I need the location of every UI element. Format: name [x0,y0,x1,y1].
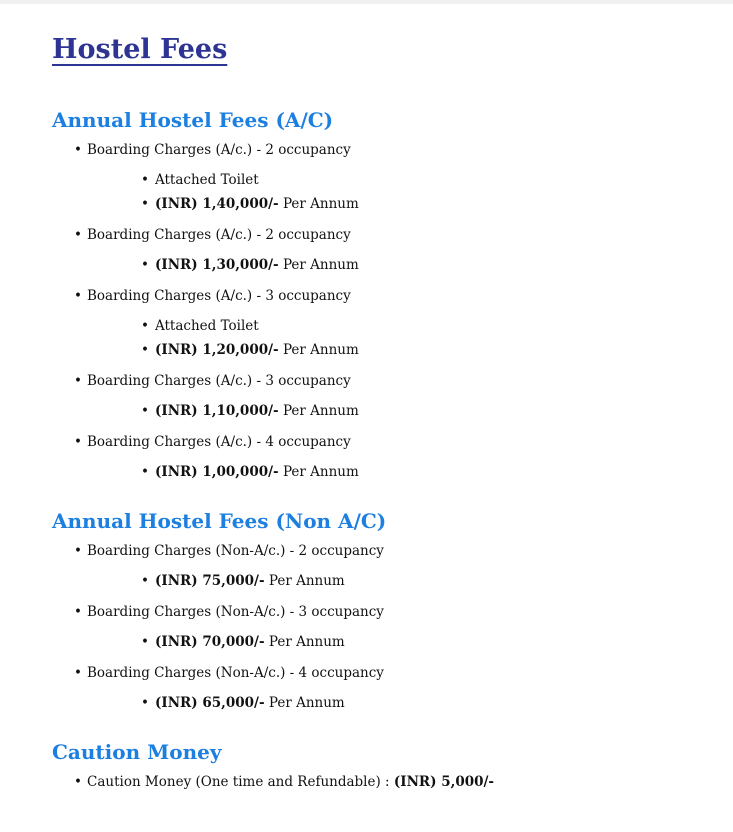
fees-list-ac [52,141,712,481]
top-bar [0,0,733,4]
page-content [52,30,712,791]
item-label: Caution Money (One time and Refundable) : [87,774,394,790]
bullet-icon: • [141,342,149,358]
bullet-icon: • [74,774,82,790]
sub-list [87,572,712,590]
sub-list [87,694,712,712]
item-label: Boarding Charges (Non-A/c.) - 2 occupancy [87,543,384,559]
bullet-icon: • [141,196,149,212]
list-item [52,542,712,590]
sub-list [87,256,712,274]
fee-amount: (INR) 1,10,000/- [155,403,279,419]
item-label: Boarding Charges (A/c.) - 2 occupancy [87,142,351,158]
section-title-non-ac: Annual Hostel Fees (Non A/C) [52,509,387,533]
list-item [52,141,712,213]
item-label: Boarding Charges (Non-A/c.) - 4 occupancy [87,665,384,681]
sub-list-item [87,256,712,274]
item-label: Boarding Charges (A/c.) - 3 occupancy [87,288,351,304]
fee-period: Per Annum [278,464,359,480]
bullet-icon: • [141,172,149,188]
fee-period: Per Annum [278,403,359,419]
fees-list-non-ac [52,542,712,712]
fee-period: Per Annum [278,257,359,273]
fee-amount: (INR) 75,000/- [155,573,265,589]
bullet-icon: • [74,288,82,304]
sub-list-item [87,317,712,335]
item-label: Boarding Charges (Non-A/c.) - 3 occupancy [87,604,384,620]
bullet-icon: • [141,318,149,334]
page-title: Hostel Fees [52,34,228,65]
bullet-icon: • [141,695,149,711]
sub-list [87,171,712,213]
caution-money-list [52,773,712,791]
list-item [52,226,712,274]
sub-list [87,317,712,359]
bullet-icon: • [74,142,82,158]
sub-list-item [87,341,712,359]
sub-list-item [87,171,712,189]
sub-list [87,463,712,481]
sub-list-item [87,572,712,590]
fee-amount: (INR) 65,000/- [155,695,265,711]
bullet-icon: • [74,604,82,620]
list-item [52,433,712,481]
sub-list-item [87,463,712,481]
sub-list-item [87,195,712,213]
fee-period: Per Annum [264,573,345,589]
fee-period: Per Annum [278,196,359,212]
sub-list-item [87,694,712,712]
section-title-ac: Annual Hostel Fees (A/C) [52,108,334,132]
sub-item-text: Attached Toilet [155,172,259,188]
bullet-icon: • [74,665,82,681]
list-item [52,773,712,791]
item-label: Boarding Charges (A/c.) - 3 occupancy [87,373,351,389]
bullet-icon: • [74,227,82,243]
fee-period: Per Annum [278,342,359,358]
sub-list [87,402,712,420]
list-item [52,664,712,712]
list-item [52,287,712,359]
bullet-icon: • [74,373,82,389]
section-title-caution-money: Caution Money [52,740,222,764]
fee-period: Per Annum [264,634,345,650]
bullet-icon: • [141,257,149,273]
bullet-icon: • [141,464,149,480]
fee-amount: (INR) 1,30,000/- [155,257,279,273]
item-label: Boarding Charges (A/c.) - 4 occupancy [87,434,351,450]
item-label: Boarding Charges (A/c.) - 2 occupancy [87,227,351,243]
list-item [52,372,712,420]
fee-amount: (INR) 1,40,000/- [155,196,279,212]
list-item [52,603,712,651]
fee-amount: (INR) 70,000/- [155,634,265,650]
bullet-icon: • [74,543,82,559]
sub-list-item [87,633,712,651]
fee-period: Per Annum [264,695,345,711]
caution-amount: (INR) 5,000/- [393,774,495,790]
sub-list-item [87,402,712,420]
bullet-icon: • [74,434,82,450]
fee-amount: (INR) 1,00,000/- [155,464,279,480]
sub-list [87,633,712,651]
bullet-icon: • [141,573,149,589]
bullet-icon: • [141,403,149,419]
fee-amount: (INR) 1,20,000/- [155,342,279,358]
sub-item-text: Attached Toilet [155,318,259,334]
bullet-icon: • [141,634,149,650]
